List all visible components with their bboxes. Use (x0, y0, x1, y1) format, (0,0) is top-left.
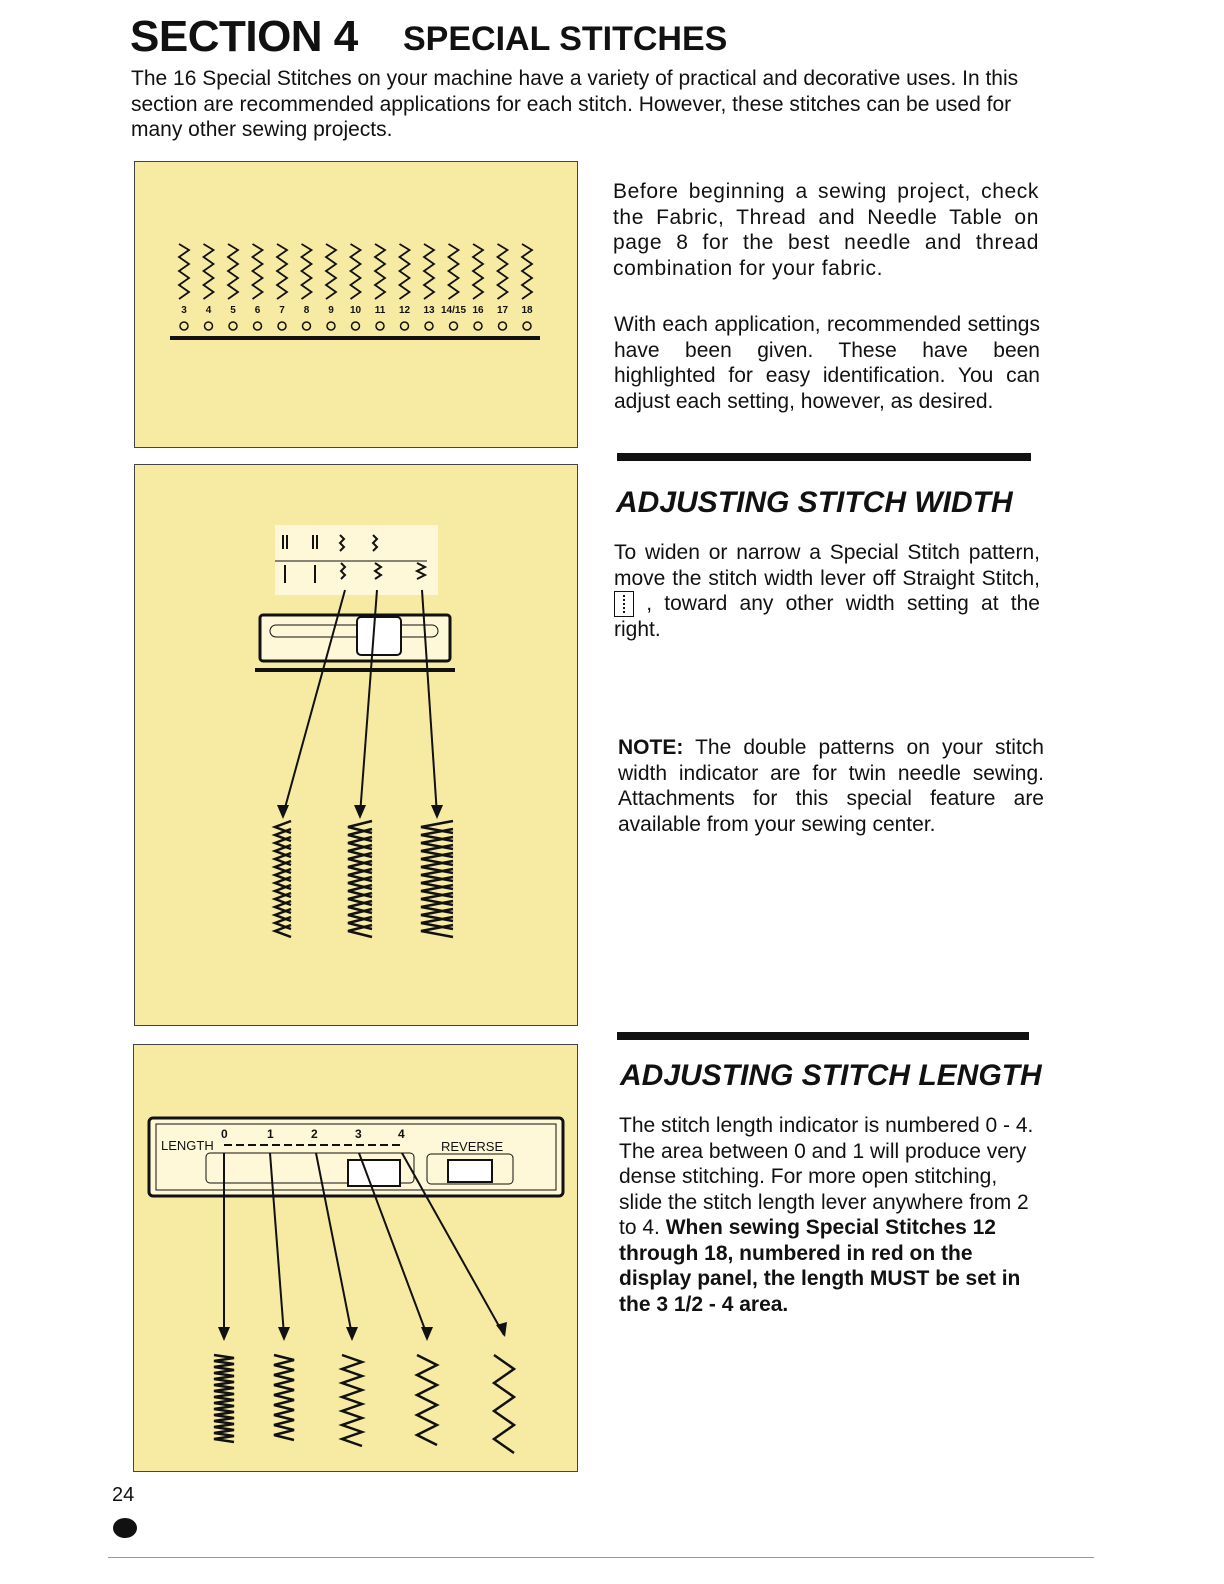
length-paragraph (619, 1113, 1045, 1317)
stitch-glyph-9 (326, 244, 336, 299)
stitch-number: 12 (398, 305, 411, 316)
stitch-width-illustration (135, 465, 577, 1025)
footer-line (108, 1557, 1094, 1558)
length-heading: ADJUSTING STITCH LENGTH (620, 1059, 1042, 1092)
stitch-selector-dot (205, 322, 213, 330)
stitch-selector-dot (523, 322, 531, 330)
stitch-selector-dot (303, 322, 311, 330)
stitch-selector-dot (327, 322, 335, 330)
stitch-glyph-17 (498, 244, 508, 299)
stitch-number: 3 (181, 305, 187, 316)
stitch-selector-dot (401, 322, 409, 330)
length-scale-1: 1 (267, 1127, 274, 1141)
width-heading: ADJUSTING STITCH WIDTH (616, 486, 1013, 519)
length-warning: When sewing Special Stitches 12 through 18, numbered in red on the display panel, the length MUST be set in the 3 1/2 - 4 area. (619, 1216, 1021, 1316)
stitch-glyph-6 (253, 244, 263, 299)
stitch-width-panel (134, 464, 578, 1026)
stitch-number: 14/15 (440, 305, 467, 316)
stitch-length-panel (133, 1044, 578, 1472)
stitch-number: 4 (205, 305, 212, 316)
stitch-number: 13 (423, 305, 435, 316)
chevron-stitch (421, 821, 453, 937)
stitch-number: 7 (279, 305, 285, 316)
stitch-selector-dot (450, 322, 458, 330)
zigzag-stitch (342, 1355, 362, 1446)
divider (617, 453, 1031, 461)
stitch-selector-dot (352, 322, 360, 330)
zigzag-stitch (417, 1355, 437, 1445)
width-text-end: , toward any other width setting at the right. (614, 592, 1040, 642)
stitch-selector-dot (425, 322, 433, 330)
stitch-glyph-8 (302, 244, 312, 299)
stitch-number: 9 (328, 305, 334, 316)
stitch-selector-dot (474, 322, 482, 330)
chevron-stitch (275, 821, 291, 937)
stitch-number: 10 (349, 305, 362, 316)
length-scale-0: 0 (221, 1127, 228, 1141)
width-paragraph (614, 540, 1040, 643)
length-scale-4: 4 (398, 1127, 405, 1141)
width-text: To widen or narrow a Special Stitch pattern, move the stitch width lever off Straight Stitch, (614, 541, 1040, 590)
stitch-number: 8 (303, 305, 310, 316)
page-title: SPECIAL STITCHES (403, 20, 728, 58)
length-text: The stitch length indicator is numbered 0 - 4. The area between 0 and 1 will produce very dense stitching. For more open stitching, slide the stitch length lever anywhere from 2 to 4. (619, 1114, 1034, 1239)
page-number: 24 (112, 1484, 135, 1506)
note-text: The double patterns on your stitch width indicator are for twin needle sewing. Attachments for this special feature are available from your sewing center. (618, 736, 1044, 836)
stitch-number: 5 (230, 305, 236, 316)
stitch-pattern-panel (134, 161, 578, 448)
stitch-length-illustration (134, 1045, 577, 1471)
stitch-selector-dot (229, 322, 237, 330)
settings-paragraph: With each application, recommended settings have been given. These have been highlighted for easy identification. You can adjust each setting, however, as desired. (614, 313, 1040, 413)
note-paragraph (618, 735, 1044, 837)
stitch-glyph-4 (204, 244, 214, 299)
bullet-mark (113, 1518, 137, 1538)
stitch-glyph-7 (277, 244, 287, 299)
stitch-glyph-14-15 (449, 244, 459, 299)
stitch-number: 16 (472, 305, 484, 316)
stitch-number: 11 (374, 305, 386, 316)
stitch-glyph-3 (179, 244, 189, 299)
stitch-number: 6 (254, 305, 261, 316)
intro-paragraph: The 16 Special Stitches on your machine have a variety of practical and decorative uses. In this section are recommended applications for each stitch. However, these stitches can be used for many other sewing projects. (131, 67, 1019, 141)
stitch-glyph-13 (424, 244, 434, 299)
zigzag-stitch (214, 1355, 234, 1442)
stitch-selector-dot (499, 322, 507, 330)
stitch-number: 18 (521, 305, 533, 316)
length-scale-3: 3 (355, 1127, 362, 1141)
stitch-selector-dot (254, 322, 262, 330)
stitch-glyph-5 (228, 244, 238, 299)
straight-stitch-icon (614, 591, 634, 617)
stitch-glyph-16 (473, 244, 483, 299)
stitch-glyph-12 (400, 244, 410, 299)
section-number: SECTION 4 (130, 12, 358, 61)
stitch-glyph-11 (375, 244, 385, 299)
length-scale-2: 2 (311, 1127, 318, 1141)
reverse-label: REVERSE (441, 1139, 504, 1154)
zigzag-stitch (274, 1355, 294, 1440)
stitch-glyph-18 (522, 244, 532, 299)
panel-bar (170, 336, 540, 340)
length-label: LENGTH (161, 1138, 214, 1153)
stitch-glyph-10 (351, 244, 361, 299)
stitch-selector-dot (180, 322, 188, 330)
chevron-stitch (348, 821, 372, 937)
zigzag-stitch (494, 1355, 514, 1453)
stitch-selector-dot (376, 322, 384, 330)
divider (617, 1032, 1029, 1040)
stitch-selector-dot (278, 322, 286, 330)
note-label: NOTE: (618, 736, 684, 759)
intro-note-paragraph: Before beginning a sewing project, check the Fabric, Thread and Needle Table on page 8 for the best needle and thread combination for your fabric. (613, 180, 1039, 280)
stitch-number: 17 (496, 305, 509, 316)
